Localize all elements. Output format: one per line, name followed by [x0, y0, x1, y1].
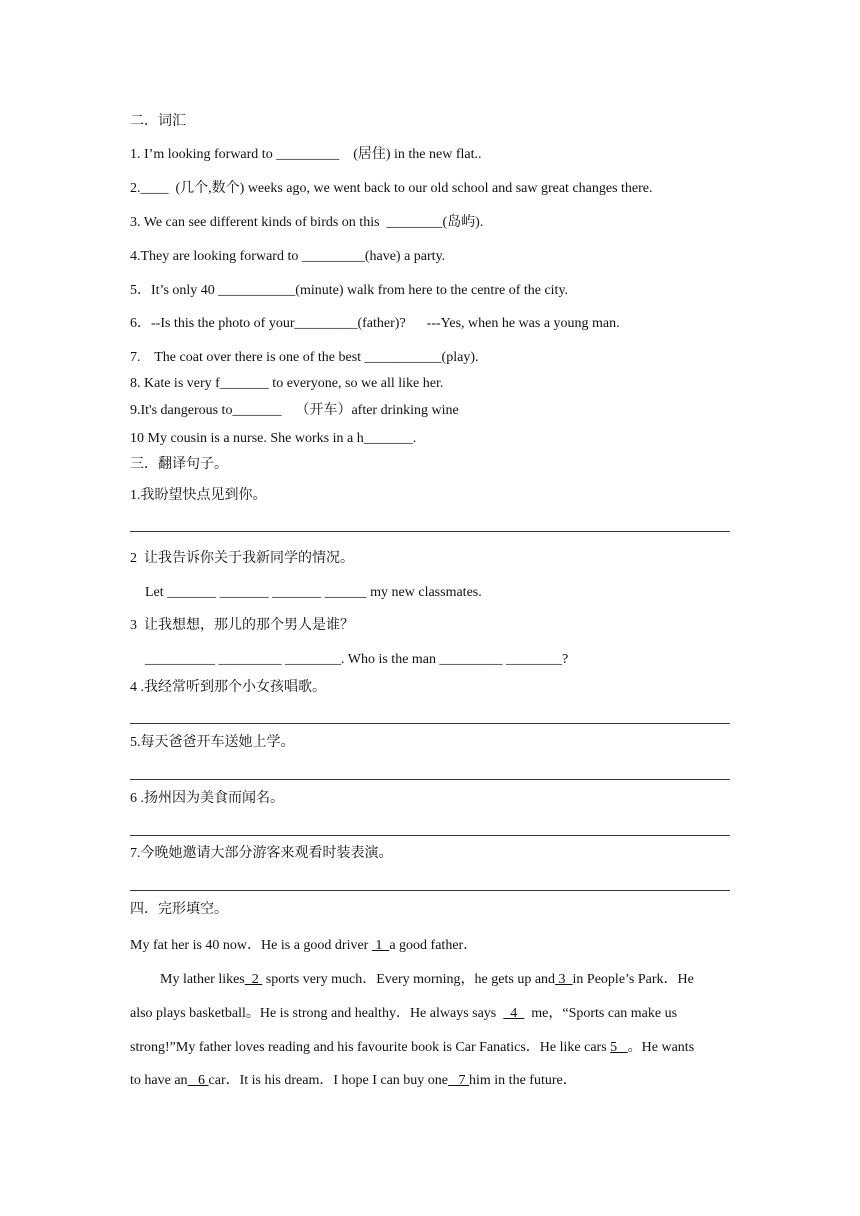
vocab-item-9: 9.It's dangerous to_______ （开车）after drinking wine	[130, 403, 459, 418]
section-translation-title: 三．翻译句子。	[130, 457, 228, 472]
translation-q4: 4 .我经常听到那个小女孩唱歌。	[130, 680, 326, 695]
translation-q6: 6 .扬州因为美食而闻名。	[130, 791, 284, 806]
vocab-item-8: 8. Kate is very f_______ to everyone, so we all like her.	[130, 376, 444, 391]
translation-q1: 1.我盼望快点见到你。	[130, 488, 267, 503]
translation-q3-answer: __________ _________ ________. Who is the man _________ ________?	[145, 652, 569, 667]
cloze-line-4	[130, 1039, 694, 1057]
translation-q2-answer: Let _______ _______ _______ ______ my new classmates.	[145, 585, 482, 600]
cloze-blank-5: 5	[610, 1040, 628, 1055]
vocab-item-2: 2.____ (几个,数个) weeks ago, we went back to our old school and saw great changes there.	[130, 181, 653, 196]
section-cloze-title: 四．完形填空。	[130, 902, 228, 917]
vocab-item-1: 1. I’m looking forward to _________ (居住) in the new flat..	[130, 147, 482, 162]
cloze-blank-3: 3	[555, 972, 573, 987]
cloze-text: to have an	[130, 1073, 188, 1088]
cloze-blank-2: 2	[244, 972, 263, 987]
translation-q3: 3 让我想想，那儿的那个男人是谁？	[130, 618, 354, 633]
vocab-item-10: 10 My cousin is a nurse. She works in a h_______.	[130, 431, 417, 446]
cloze-text: My fat her is 40 now．He is a good driver	[130, 938, 372, 953]
answer-line-q4	[130, 723, 730, 724]
vocab-item-5: 5．It’s only 40 ___________(minute) walk from here to the centre of the city.	[130, 283, 569, 298]
cloze-text: him in the future．	[469, 1073, 577, 1088]
cloze-blank-6: 6	[187, 1073, 209, 1088]
cloze-line-1	[130, 937, 477, 955]
cloze-text: also plays basketball。He is strong and healthy．He always says	[130, 1006, 504, 1021]
cloze-text: 。He wants	[627, 1040, 695, 1055]
cloze-blank-4: 4	[503, 1006, 525, 1021]
section-vocabulary-title: 二．词汇	[130, 114, 186, 129]
cloze-text: strong!”My father loves reading and his favourite book is Car Fanatics．He like cars	[130, 1040, 611, 1055]
answer-line-q7	[130, 890, 730, 891]
cloze-text: sports very much．Every morning，he gets up and	[262, 972, 556, 987]
vocab-item-4: 4.They are looking forward to _________(have) a party.	[130, 249, 446, 264]
vocab-item-3: 3. We can see different kinds of birds on this ________(岛屿).	[130, 215, 484, 230]
answer-line-q6	[130, 835, 730, 836]
cloze-text: me，“Sports can make us	[524, 1006, 678, 1021]
answer-line-q5	[130, 779, 730, 780]
cloze-blank-1: 1	[371, 938, 390, 953]
cloze-line-5	[130, 1072, 577, 1090]
vocab-item-6: 6．--Is this the photo of your_________(father)? ---Yes, when he was a young man.	[130, 316, 620, 331]
translation-q7: 7.今晚她邀请大部分游客来观看时装表演。	[130, 846, 393, 861]
cloze-line-3	[130, 1005, 677, 1023]
cloze-text: in People’s Park．He	[572, 972, 694, 987]
cloze-text: car．It is his dream．I hope I can buy one	[208, 1073, 449, 1088]
vocab-item-7: 7. The coat over there is one of the best ___________(play).	[130, 350, 479, 365]
answer-line-q1	[130, 531, 730, 532]
cloze-text: My lather likes	[160, 972, 245, 987]
translation-q2: 2 让我告诉你关于我新同学的情况。	[130, 551, 354, 566]
translation-q5: 5.每天爸爸开车送她上学。	[130, 735, 295, 750]
cloze-blank-7: 7	[448, 1073, 470, 1088]
cloze-text: a good father．	[389, 938, 478, 953]
cloze-line-2	[160, 971, 694, 989]
